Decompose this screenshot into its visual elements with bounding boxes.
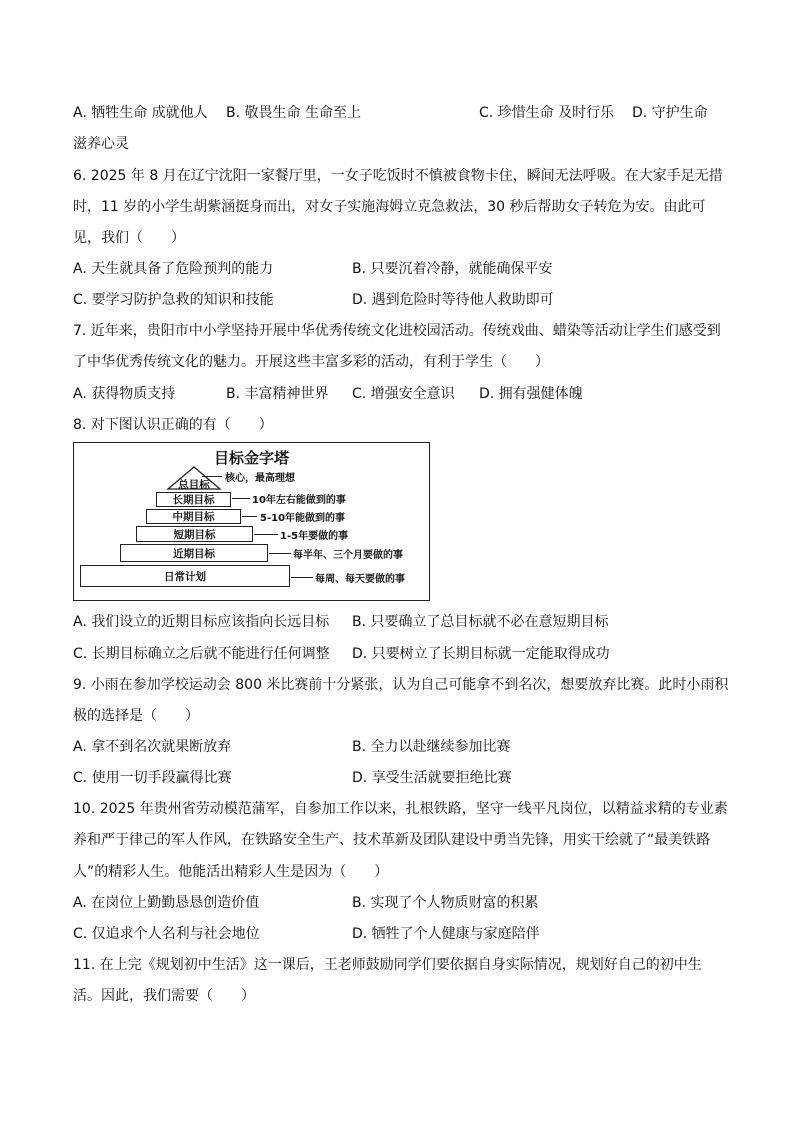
connector-line (291, 577, 313, 578)
figure-title: 目标金字塔 (213, 449, 289, 467)
tier-long-term-goal: 长期目标 (156, 492, 231, 507)
connector-line (254, 534, 278, 535)
desc-long-term-goal: 10年左右能做到的事 (252, 495, 346, 506)
q9-option-b: B. 全力以赴继续参加比赛 (352, 739, 511, 755)
tier-near-term-goal: 近期目标 (120, 544, 268, 562)
q5-option-d-continued: 滋养心灵 (73, 136, 129, 152)
q10-stem-line1: 10. 2025 年贵州省劳动模范蒲军，自参加工作以来，扎根铁路，坚守一线平凡岗位，以精益求精的专业素 (73, 801, 728, 817)
tier-daily-plan: 日常计划 (80, 565, 290, 587)
desc-mid-term-goal: 5-10年能做到的事 (260, 513, 346, 524)
q6-option-c: C. 要学习防护急救的知识和技能 (73, 292, 274, 308)
q9-option-d: D. 享受生活就要拒绝比赛 (352, 770, 512, 786)
connector-line (232, 498, 250, 499)
connector-line (242, 516, 257, 517)
q5-option-b: B. 敬畏生命 生命至上 (226, 105, 361, 121)
tier-short-term-goal: 短期目标 (136, 526, 253, 542)
tier-mid-term-goal: 中期目标 (146, 509, 241, 524)
q11-stem-line2: 活。因此，我们需要（ ） (73, 988, 255, 1004)
q6-option-a: A. 天生就具备了危险预判的能力 (73, 261, 274, 277)
q7-option-a: A. 获得物质支持 (73, 386, 176, 402)
desc-near-term-goal: 每半年、三个月要做的事 (293, 550, 403, 561)
connector-line (269, 553, 291, 554)
connector-line (202, 476, 222, 477)
q10-option-b: B. 实现了个人物质财富的积累 (352, 895, 539, 911)
q9-option-a: A. 拿不到名次就果断放弃 (73, 739, 232, 755)
desc-short-term-goal: 1-5年要做的事 (280, 531, 349, 542)
q6-stem-line2: 时，11 岁的小学生胡紫涵挺身而出，对女子实施海姆立克急救法，30 秒后帮助女子转危为安。由此可 (73, 199, 706, 215)
q7-stem-line1: 7. 近年来，贵阳市中小学坚持开展中华优秀传统文化进校园活动。传统戏曲、蜡染等活动让学生们感受到 (73, 323, 721, 339)
tier-total-goal: 总目标 (178, 478, 210, 491)
q5-option-c: C. 珍惜生命 及时行乐 (479, 105, 615, 121)
q10-option-a: A. 在岗位上勤勤恳恳创造价值 (73, 895, 260, 911)
q10-stem-line2: 养和严于律己的军人作风，在铁路安全生产、技术革新及团队建设中勇当先锋，用实干绘就了“最美铁路 (73, 832, 711, 848)
q7-option-d: D. 拥有强健体魄 (479, 386, 583, 402)
q8-option-a: A. 我们设立的近期目标应该指向长远目标 (73, 614, 330, 630)
q7-stem-line2: 了中华优秀传统文化的魅力。开展这些丰富多彩的活动，有利于学生（ ） (73, 354, 549, 370)
q8-option-d: D. 只要树立了长期目标就一定能取得成功 (352, 646, 610, 662)
q10-option-d: D. 牺牲了个人健康与家庭陪伴 (352, 926, 540, 942)
q6-stem-line1: 6. 2025 年 8 月在辽宁沈阳一家餐厅里，一女子吃饭时不慎被食物卡住，瞬间无法呼吸。在大家手足无措 (73, 168, 723, 184)
q9-stem-line1: 9. 小雨在参加学校运动会 800 米比赛前十分紧张，认为自己可能拿不到名次，想要放弃比赛。此时小雨积 (73, 677, 729, 693)
q6-option-b: B. 只要沉着冷静，就能确保平安 (352, 261, 553, 277)
goal-pyramid-figure (73, 442, 430, 601)
q9-stem-line2: 极的选择是（ ） (73, 708, 199, 724)
q8-option-c: C. 长期目标确立之后就不能进行任何调整 (73, 646, 330, 662)
q7-option-b: B. 丰富精神世界 (226, 386, 329, 402)
desc-daily-plan: 每周、每天要做的事 (315, 574, 405, 585)
q8-option-b: B. 只要确立了总目标就不必在意短期目标 (352, 614, 609, 630)
q10-option-c: C. 仅追求个人名利与社会地位 (73, 926, 260, 942)
q6-stem-line3: 见，我们（ ） (73, 230, 185, 246)
q8-stem: 8. 对下图认识正确的有（ ） (73, 417, 273, 433)
q5-option-d: D. 守护生命 (632, 105, 708, 121)
q5-option-a: A. 牺牲生命 成就他人 (73, 105, 208, 121)
desc-total-goal: 核心，最高理想 (225, 473, 295, 484)
q11-stem-line1: 11. 在上完《规划初中生活》这一课后，王老师鼓励同学们要依据自身实际情况，规划好自己的初中生 (73, 957, 702, 973)
q10-stem-line3: 人”的精彩人生。他能活出精彩人生是因为（ ） (73, 864, 389, 880)
q7-option-c: C. 增强安全意识 (352, 386, 455, 402)
q9-option-c: C. 使用一切手段赢得比赛 (73, 770, 232, 786)
q6-option-d: D. 遇到危险时等待他人救助即可 (352, 292, 554, 308)
